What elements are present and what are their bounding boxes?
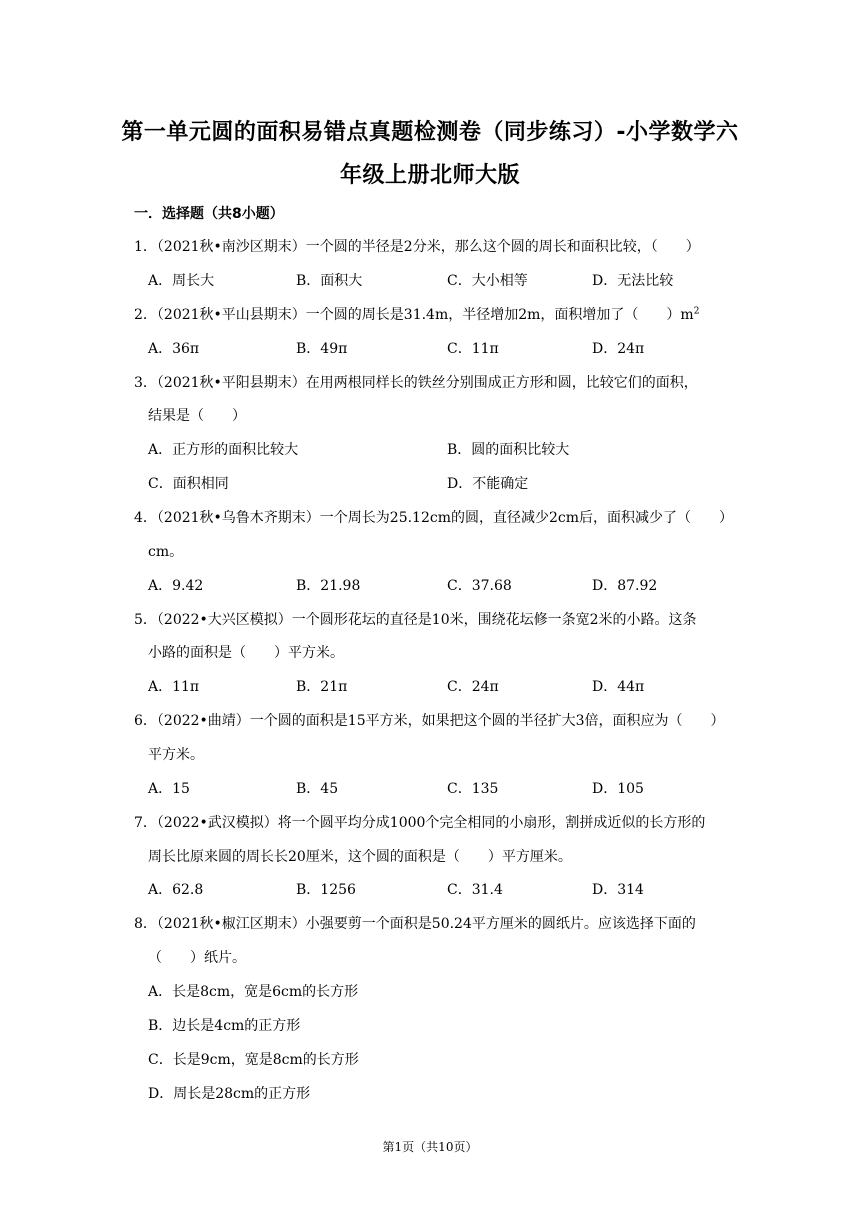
question-2-option-a: A．36π xyxy=(148,341,200,357)
question-1-option-a: A．周长大 xyxy=(148,273,215,289)
question-8-option-a: A．长是8cm，宽是6cm的长方形 xyxy=(148,984,359,1000)
question-5-text: 5．（2022•大兴区模拟）一个圆形花坛的直径是10米，围绕花坛修一条宽2米的小路。这条 xyxy=(134,612,697,628)
section-heading: 一．选择题（共8小题） xyxy=(134,206,284,222)
question-2-text xyxy=(134,304,699,324)
question-3-option-a: A．正方形的面积比较大 xyxy=(148,442,299,458)
question-2-option-c: C．11π xyxy=(447,341,499,357)
question-3-option-b: B．圆的面积比较大 xyxy=(447,442,570,458)
question-5-option-a: A．11π xyxy=(148,679,200,695)
question-8-option-b: B．边长是4cm的正方形 xyxy=(148,1018,301,1034)
question-8-text: 8．（2021秋•椒江区期末）小强要剪一个面积是50.24平方厘米的圆纸片。应该选择下面的 xyxy=(134,916,696,932)
question-1-text: 1．（2021秋•南沙区期末）一个圆的半径是2分米，那么这个圆的周长和面积比较，（ ） xyxy=(134,239,700,255)
question-4-text-cont: cm。 xyxy=(148,544,184,560)
question-1-option-d: D．无法比较 xyxy=(592,273,674,289)
question-5-option-c: C．24π xyxy=(447,679,499,695)
question-5-option-b: B．21π xyxy=(296,679,348,695)
question-7-option-b: B．1256 xyxy=(296,882,356,898)
question-6-text: 6．（2022•曲靖）一个圆的面积是15平方米，如果把这个圆的半径扩大3倍，面积应为（ ） xyxy=(134,713,725,729)
page-title-line-2: 年级上册北师大版 xyxy=(339,163,520,188)
question-8-option-d: D．周长是28cm的正方形 xyxy=(148,1086,311,1102)
question-8-option-c: C．长是9cm，宽是8cm的长方形 xyxy=(148,1052,359,1068)
question-7-option-d: D．314 xyxy=(592,882,644,898)
question-4-option-d: D．87.92 xyxy=(592,578,658,594)
question-4-option-c: C．37.68 xyxy=(447,578,512,594)
question-2-unit-exponent: 2 xyxy=(693,306,700,317)
question-6-option-c: C．135 xyxy=(447,781,499,797)
page-title-line-1: 第一单元圆的面积易错点真题检测卷（同步练习）-小学数学六 xyxy=(121,120,739,145)
question-7-text-cont: 周长比原来圆的周长长20厘米，这个圆的面积是（ ）平方厘米。 xyxy=(148,849,572,865)
question-3-text: 3．（2021秋•平阳县期末）在用两根同样长的铁丝分别围成正方形和圆，比较它们的面积， xyxy=(134,375,698,391)
question-2-option-b: B．49π xyxy=(296,341,348,357)
question-6-option-a: A．15 xyxy=(148,781,190,797)
question-5-text-cont: 小路的面积是（ ）平方米。 xyxy=(148,645,344,661)
question-4-option-b: B．21.98 xyxy=(296,578,361,594)
question-4-text: 4．（2021秋•乌鲁木齐期末）一个周长为25.12cm的圆，直径减少2cm后，面积减少了（ ） xyxy=(134,510,734,526)
question-4-option-a: A．9.42 xyxy=(148,578,204,594)
question-3-text-cont: 结果是（ ） xyxy=(148,408,246,424)
question-1-option-b: B．面积大 xyxy=(296,273,363,289)
question-7-text: 7．（2022•武汉模拟）将一个圆平均分成1000个完全相同的小扇形，割拼成近似的长方形的 xyxy=(134,815,706,831)
question-5-option-d: D．44π xyxy=(592,679,645,695)
question-3-option-d: D．不能确定 xyxy=(447,476,529,492)
question-6-option-d: D．105 xyxy=(592,781,644,797)
page-number: 第1页（共10页） xyxy=(382,1140,478,1154)
question-7-option-c: C．31.4 xyxy=(447,882,503,898)
question-3-option-c: C．面积相同 xyxy=(148,476,229,492)
question-7-option-a: A．62.8 xyxy=(148,882,204,898)
question-2-option-d: D．24π xyxy=(592,341,645,357)
question-8-text-cont: （ ）纸片。 xyxy=(148,950,246,966)
question-6-text-cont: 平方米。 xyxy=(148,747,204,763)
question-1-option-c: C．大小相等 xyxy=(447,273,528,289)
question-6-option-b: B．45 xyxy=(296,781,339,797)
question-2-stem: 2．（2021秋•平山县期末）一个圆的周长是31.4m，半径增加2m，面积增加了（ ）m xyxy=(134,307,694,323)
